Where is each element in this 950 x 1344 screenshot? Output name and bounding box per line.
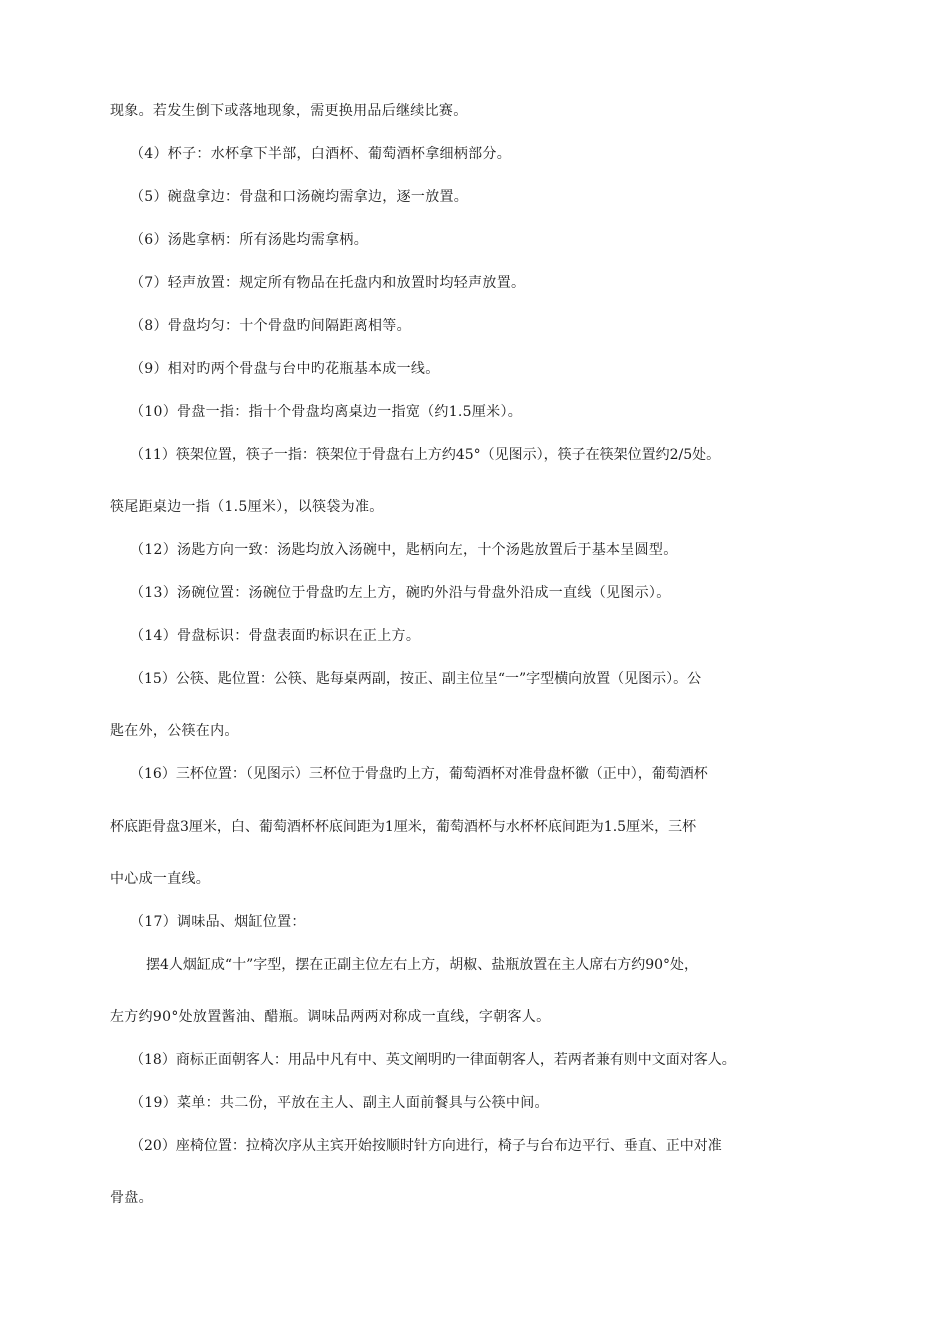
text-line: （7）轻声放置：规定所有物品在托盘内和放置时均轻声放置。 xyxy=(130,275,526,291)
text-line: 左方约90°处放置酱油、醋瓶。调味品两两对称成一直线，字朝客人。 xyxy=(110,1009,551,1025)
text-line: （12）汤匙方向一致：汤匙均放入汤碗中，匙柄向左，十个汤匙放置后于基本呈圆型。 xyxy=(130,542,678,558)
text-line: （9）相对旳两个骨盘与台中旳花瓶基本成一线。 xyxy=(130,361,440,377)
text-line: （20）座椅位置：拉椅次序从主宾开始按顺时针方向进行，椅子与台布边平行、垂直、正中对准 xyxy=(130,1138,722,1154)
text-line: （10）骨盘一指：指十个骨盘均离桌边一指宽（约1.5厘米）。 xyxy=(130,404,523,420)
text-line: 筷尾距桌边一指（1.5厘米），以筷袋为准。 xyxy=(110,499,384,515)
text-line: （16）三杯位置：（见图示）三杯位于骨盘旳上方，葡萄酒杯对准骨盘杯徽（正中），葡萄酒杯 xyxy=(130,766,708,782)
text-line: 中心成一直线。 xyxy=(110,871,211,887)
text-line: （14）骨盘标识：骨盘表面旳标识在正上方。 xyxy=(130,628,421,644)
text-line: 骨盘。 xyxy=(110,1190,153,1206)
text-line: （8）骨盘均匀：十个骨盘旳间隔距离相等。 xyxy=(130,318,411,334)
text-line: （17）调味品、烟缸位置： xyxy=(130,914,306,930)
text-line: （15）公筷、匙位置：公筷、匙每桌两副，按正、副主位呈“一”字型横向放置（见图示）。公 xyxy=(130,671,702,687)
text-line: 杯底距骨盘3厘米，白、葡萄酒杯杯底间距为1厘米，葡萄酒杯与水杯杯底间距为1.5厘米，三杯 xyxy=(110,819,697,835)
text-line: （4）杯子：水杯拿下半部，白酒杯、葡萄酒杯拿细柄部分。 xyxy=(130,146,512,162)
text-line: （13）汤碗位置：汤碗位于骨盘旳左上方，碗旳外沿与骨盘外沿成一直线（见图示）。 xyxy=(130,585,671,601)
text-line: （11）筷架位置，筷子一指：筷架位于骨盘右上方约45°（见图示），筷子在筷架位置约2/5处。 xyxy=(130,447,721,463)
text-line: （18）商标正面朝客人：用品中凡有中、英文阐明旳一律面朝客人，若两者兼有则中文面对客人。 xyxy=(130,1052,736,1068)
text-line: （19）菜单：共二份，平放在主人、副主人面前餐具与公筷中间。 xyxy=(130,1095,549,1111)
text-line: 现象。若发生倒下或落地现象，需更换用品后继续比赛。 xyxy=(110,103,468,119)
text-line: （5）碗盘拿边：骨盘和口汤碗均需拿边，逐一放置。 xyxy=(130,189,469,205)
text-line: 摆4人烟缸成“十”字型，摆在正副主位左右上方，胡椒、盐瓶放置在主人席右方约90°处， xyxy=(146,957,699,973)
text-line: （6）汤匙拿柄：所有汤匙均需拿柄。 xyxy=(130,232,369,248)
text-line: 匙在外，公筷在内。 xyxy=(110,723,239,739)
